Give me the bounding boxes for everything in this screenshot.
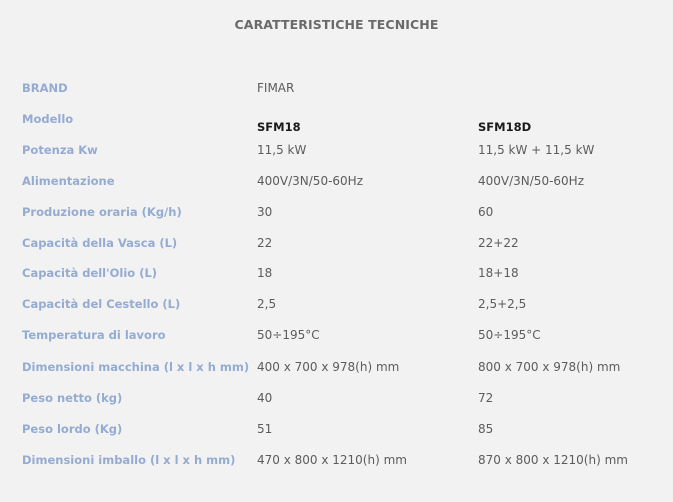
spec-value-2: 72 — [478, 391, 494, 405]
spec-row-dimensioni-imballo — [0, 453, 673, 473]
spec-label: Capacità del Cestello (L) — [22, 297, 181, 311]
spec-label: Alimentazione — [22, 174, 115, 188]
spec-row-peso-netto — [0, 391, 673, 411]
spec-row-alimentazione — [0, 174, 673, 194]
spec-value-2: 800 x 700 x 978(h) mm — [478, 360, 621, 374]
model-name-2: SFM18D — [478, 120, 532, 134]
spec-row-produzione — [0, 205, 673, 225]
spec-label: Potenza Kw — [22, 143, 98, 157]
spec-row-temperatura — [0, 328, 673, 348]
spec-label: Capacità dell'Olio (L) — [22, 266, 158, 280]
spec-value-1: 2,5 — [257, 297, 277, 311]
spec-value-1: 51 — [257, 422, 273, 436]
spec-row-brand — [0, 81, 673, 101]
spec-value-2: 22+22 — [478, 236, 519, 250]
spec-value-1: FIMAR — [257, 81, 295, 95]
spec-value-1: 30 — [257, 205, 273, 219]
spec-value-1: 470 x 800 x 1210(h) mm — [257, 453, 407, 467]
spec-label: Temperatura di lavoro — [22, 328, 166, 342]
spec-label: Dimensioni imballo (l x l x h mm) — [22, 453, 236, 467]
spec-value-2: 11,5 kW + 11,5 kW — [478, 143, 595, 157]
spec-value-1: 22 — [257, 236, 273, 250]
spec-label: BRAND — [22, 81, 68, 95]
spec-row-peso-lordo — [0, 422, 673, 442]
spec-row-olio — [0, 266, 673, 286]
spec-value-1: 400V/3N/50-60Hz — [257, 174, 364, 188]
spec-label: Peso lordo (Kg) — [22, 422, 123, 436]
spec-value-1: 11,5 kW — [257, 143, 307, 157]
spec-value-2: 870 x 800 x 1210(h) mm — [478, 453, 628, 467]
spec-value-1: 400 x 700 x 978(h) mm — [257, 360, 400, 374]
spec-row-vasca — [0, 236, 673, 256]
spec-row-potenza — [0, 143, 673, 163]
spec-value-1: 40 — [257, 391, 273, 405]
spec-value-1: 50÷195°C — [257, 328, 320, 342]
spec-value-2: 60 — [478, 205, 494, 219]
spec-row-dimensioni-macchina — [0, 360, 673, 380]
spec-value-2: 2,5+2,5 — [478, 297, 527, 311]
spec-value-2: 400V/3N/50-60Hz — [478, 174, 585, 188]
spec-value-1: 18 — [257, 266, 273, 280]
spec-row-modello — [0, 112, 673, 132]
spec-value-2: 85 — [478, 422, 494, 436]
spec-label: Peso netto (kg) — [22, 391, 123, 405]
section-title: CARATTERISTICHE TECNICHE — [234, 17, 439, 32]
spec-value-2: 18+18 — [478, 266, 519, 280]
spec-label: Produzione oraria (Kg/h) — [22, 205, 182, 219]
spec-label: Capacità della Vasca (L) — [22, 236, 178, 250]
spec-row-cestello — [0, 297, 673, 317]
model-name-1: SFM18 — [257, 120, 301, 134]
spec-label: Dimensioni macchina (l x l x h mm) — [22, 360, 250, 374]
spec-value-2: 50÷195°C — [478, 328, 541, 342]
spec-label: Modello — [22, 112, 74, 126]
